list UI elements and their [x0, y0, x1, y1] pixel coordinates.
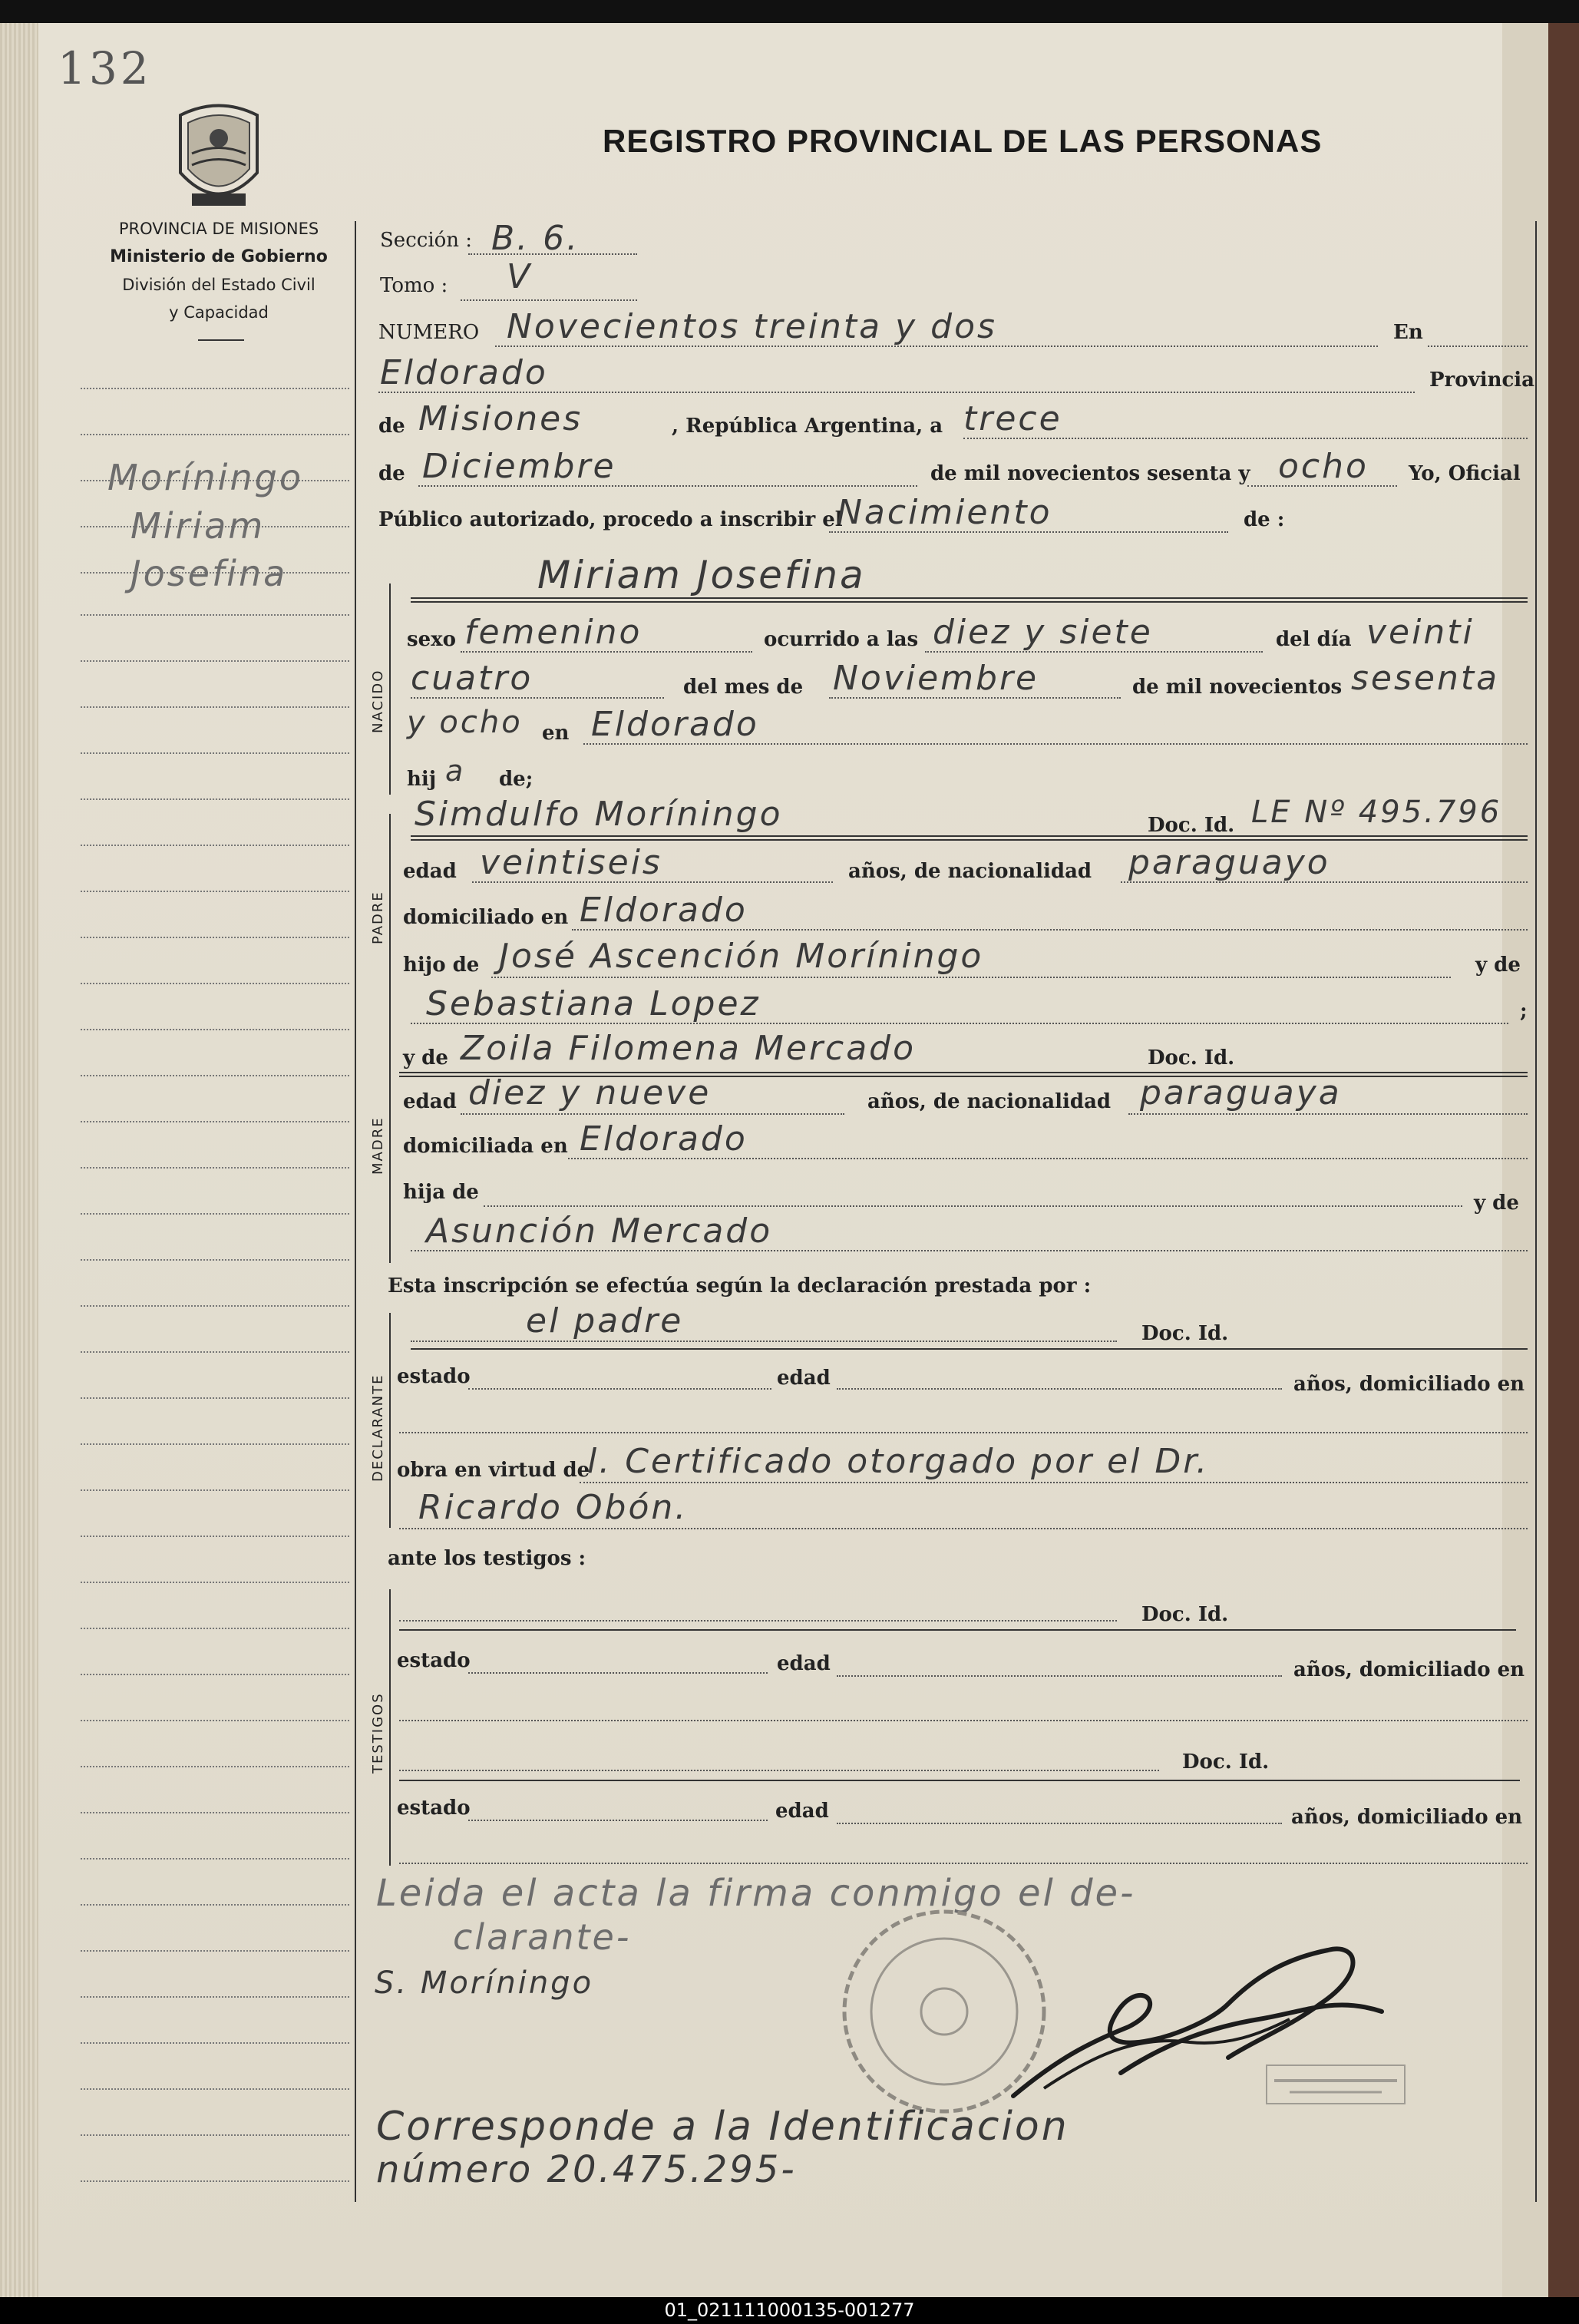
label-de-semi: de;	[499, 768, 533, 791]
label-edad-testigo-1: edad	[777, 1652, 831, 1675]
label-nac-madre: años, de nacionalidad	[867, 1090, 1112, 1113]
label-tomo: Tomo :	[380, 274, 448, 297]
label-en-lugar: en	[542, 722, 570, 745]
value-padre-doc: LE Nº 495.796	[1251, 795, 1502, 830]
label-doc-testigo-1: Doc. Id.	[1141, 1603, 1229, 1626]
value-abuela-paterna: Sebastiana Lopez	[426, 984, 761, 1023]
value-madre: Zoila Filomena Mercado	[461, 1029, 917, 1068]
label-ante: ante los testigos :	[388, 1547, 586, 1570]
value-tipo: Nacimiento	[837, 493, 1052, 532]
image-id-footer: 01_021111000135-001277	[0, 2297, 1579, 2324]
label-inscripcion: Esta inscripción se efectúa según la declaración prestada por :	[388, 1274, 1092, 1298]
label-de-colon: de :	[1244, 508, 1285, 531]
value-sexo: femenino	[464, 613, 643, 652]
label-mil-nov: de mil novecientos	[1132, 676, 1343, 699]
label-yo-oficial: Yo, Oficial	[1409, 462, 1521, 485]
label-hija-de: hija de	[403, 1181, 479, 1204]
document-title: REGISTRO PROVINCIAL DE LAS PERSONAS	[603, 123, 1323, 159]
value-mes-nac: Noviembre	[833, 659, 1039, 698]
letterhead-province: PROVINCIA DE MISIONES	[118, 220, 319, 238]
value-nombre: Miriam Josefina	[537, 553, 866, 597]
closing-line-1: Leida el acta la firma conmigo el de-	[376, 1872, 1136, 1915]
closing-line-2: clarante-	[453, 1916, 632, 1958]
page-number: 132	[58, 42, 152, 94]
label-doc-declarante: Doc. Id.	[1141, 1322, 1229, 1345]
value-anio-nac-a: sesenta	[1351, 659, 1500, 698]
label-publico: Público autorizado, procedo a inscribir el	[378, 508, 843, 531]
value-obra-b: Ricardo Obón.	[418, 1488, 689, 1527]
label-de-mil: de mil novecientos sesenta y	[930, 462, 1250, 485]
value-localidad: Eldorado	[380, 353, 548, 392]
label-dom-testigo-1: años, domiciliado en	[1293, 1658, 1525, 1681]
provincial-seal-icon	[165, 100, 273, 215]
label-numero: NUMERO	[378, 321, 480, 344]
label-provincia: Provincia	[1429, 369, 1535, 392]
value-padre: Simdulfo Moríningo	[415, 795, 783, 834]
label-y-de-materna: y de	[1474, 1192, 1519, 1215]
value-declarante: el padre	[526, 1301, 684, 1341]
value-abuela-materna: Asunción Mercado	[426, 1212, 773, 1251]
label-dom-madre: domiciliada en	[403, 1135, 568, 1158]
value-hora: diez y siete	[933, 613, 1153, 652]
value-obra-a: l. Certificado otorgado por el Dr.	[587, 1442, 1210, 1481]
margin-second-name: Josefina	[130, 553, 288, 594]
page-edge	[0, 23, 38, 2297]
label-hij: hij	[407, 768, 437, 791]
value-dia-inscripcion: trece	[963, 399, 1062, 438]
label-obra: obra en virtud de	[397, 1459, 590, 1482]
label-y-de-madre: y de	[403, 1046, 448, 1069]
margin-first-name: Miriam	[130, 505, 266, 547]
label-en: En	[1393, 321, 1423, 344]
label-seccion: Sección :	[380, 229, 473, 252]
label-hijo-de: hijo de	[403, 954, 480, 977]
value-padre-nac: paraguayo	[1128, 843, 1330, 882]
label-nac-padre: años, de nacionalidad	[848, 860, 1092, 883]
letterhead-ministry: Ministerio de Gobierno	[110, 247, 328, 266]
book-spine	[1548, 23, 1579, 2297]
section-padre: PADRE	[370, 891, 386, 944]
value-anio-nac-b: y ocho	[407, 705, 523, 740]
label-estado-testigo-1: estado	[397, 1649, 471, 1672]
value-abuelo-paterno: José Ascención Moríningo	[499, 937, 984, 976]
value-madre-dom: Eldorado	[580, 1119, 748, 1159]
value-mes-inscripcion: Diciembre	[422, 447, 616, 486]
label-ocurrido: ocurrido a las	[764, 628, 919, 651]
label-dom-testigo-2: años, domiciliado en	[1291, 1806, 1523, 1829]
section-declarante: DECLARANTE	[370, 1374, 386, 1482]
declarant-signature: S. Moríningo	[375, 1965, 594, 2001]
registrar-stamp-icon	[1259, 2058, 1412, 2111]
label-dom-padre: domiciliado en	[403, 906, 569, 929]
value-numero: Novecientos treinta y dos	[507, 307, 997, 346]
label-de-mes: de	[378, 462, 405, 485]
register-page	[0, 23, 1579, 2297]
value-provincia: Misiones	[418, 399, 583, 438]
label-edad-padre: edad	[403, 860, 457, 883]
label-republica: , República Argentina, a	[672, 415, 943, 438]
label-sexo: sexo	[407, 628, 457, 651]
value-tomo: V	[507, 257, 533, 296]
label-semicolon: ;	[1520, 1000, 1528, 1023]
value-madre-edad: diez y nueve	[468, 1073, 712, 1112]
value-hij-sufijo: a	[445, 754, 466, 788]
label-edad-testigo-2: edad	[775, 1800, 829, 1823]
label-doc-testigo-2: Doc. Id.	[1182, 1750, 1270, 1774]
value-lugar-nac: Eldorado	[591, 705, 759, 744]
label-edad-madre: edad	[403, 1090, 457, 1113]
margin-surname: Moríningo	[107, 457, 303, 498]
label-doc-padre: Doc. Id.	[1148, 814, 1235, 837]
label-y-de-paterna: y de	[1475, 954, 1521, 977]
value-dia-nac-a: veinti	[1366, 613, 1475, 652]
closing-line-3: Corresponde a la Identificacion	[376, 2104, 1069, 2150]
letterhead-division: División del Estado Civil	[122, 276, 315, 294]
label-del-dia: del día	[1276, 628, 1352, 651]
label-del-mes: del mes de	[683, 676, 804, 699]
section-madre: MADRE	[370, 1116, 386, 1175]
section-testigos: TESTIGOS	[370, 1692, 386, 1774]
label-estado-testigo-2: estado	[397, 1797, 471, 1820]
letterhead	[73, 215, 365, 326]
value-seccion: B. 6.	[491, 219, 580, 258]
value-anio-inscripcion: ocho	[1278, 447, 1369, 486]
letterhead-capacity: y Capacidad	[169, 303, 269, 322]
label-edad-declarante: edad	[777, 1367, 831, 1390]
label-de-provincia: de	[378, 415, 405, 438]
label-dom-declarante: años, domiciliado en	[1293, 1373, 1525, 1396]
closing-line-4: número 20.475.295-	[376, 2148, 797, 2191]
section-nacido: NACIDO	[370, 669, 386, 733]
label-estado-declarante: estado	[397, 1365, 471, 1388]
value-dia-nac-b: cuatro	[411, 659, 533, 698]
value-padre-edad: veintiseis	[480, 843, 662, 882]
label-doc-madre: Doc. Id.	[1148, 1046, 1235, 1069]
value-madre-nac: paraguaya	[1140, 1073, 1342, 1112]
value-padre-dom: Eldorado	[580, 891, 748, 930]
